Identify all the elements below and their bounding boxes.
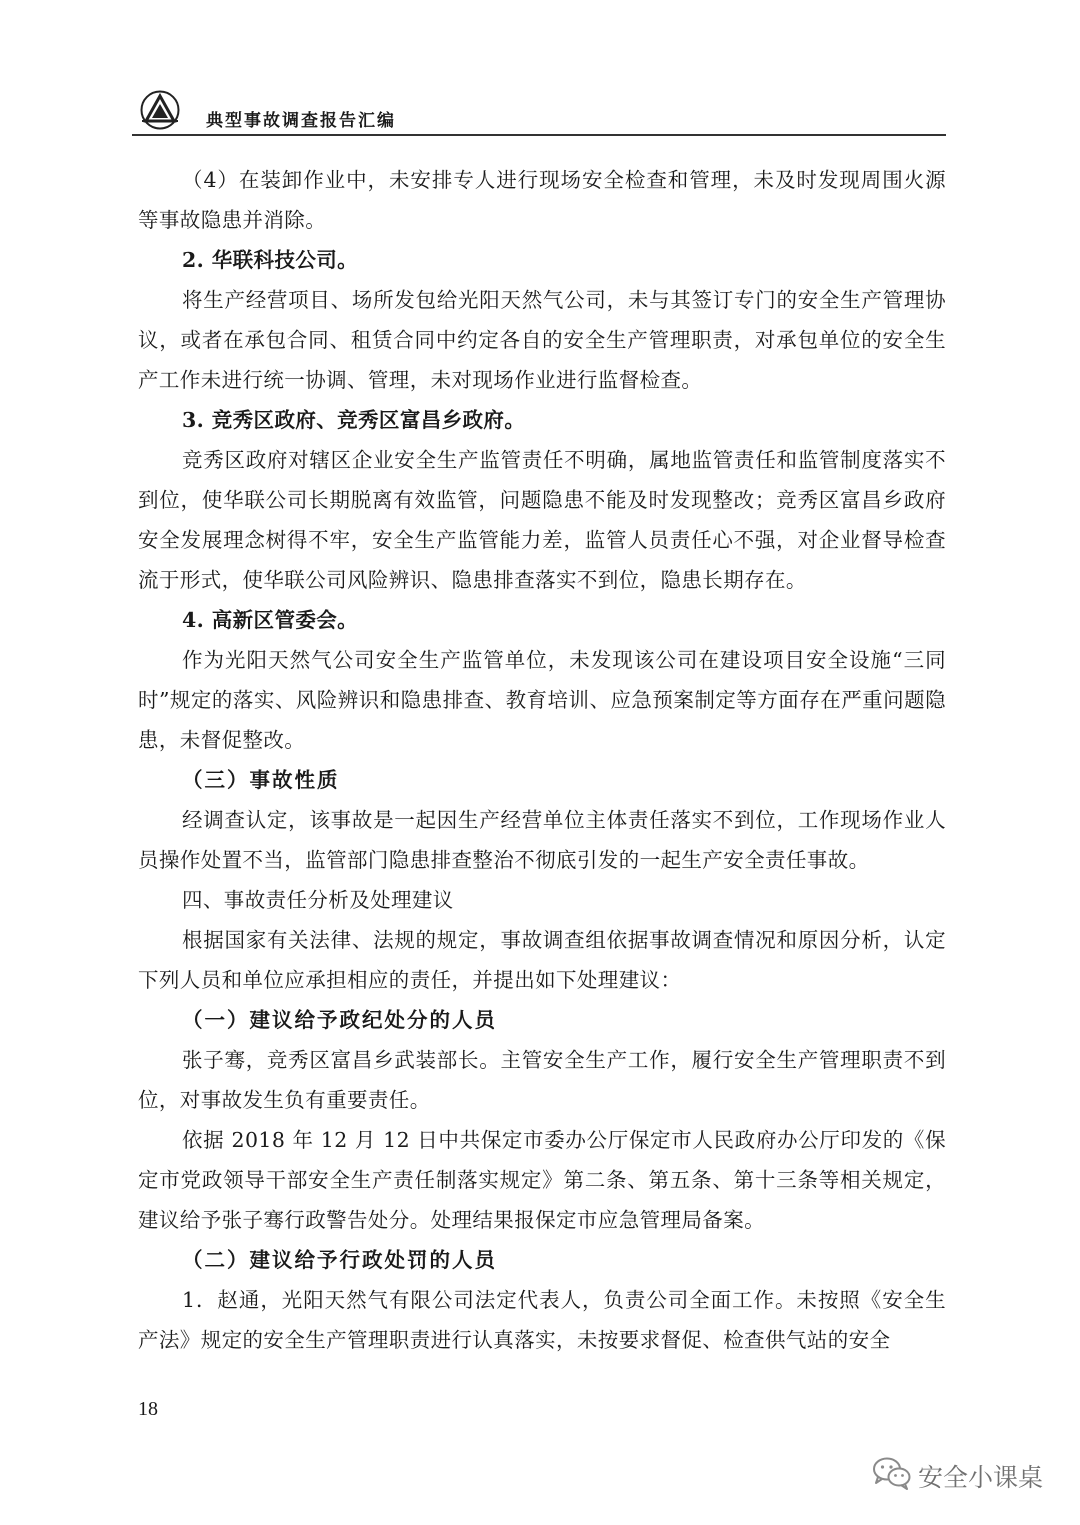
document-body bbox=[138, 160, 946, 1360]
chapter-heading-responsibility: 四、事故责任分析及处理建议 bbox=[182, 888, 454, 912]
paragraph-hualian: 将生产经营项目、场所发包给光阳天然气公司，未与其签订专门的安全生产管理协议，或者在承包合同、租赁合同中约定各自的安全生产管理职责，对承包单位的安全生产工作未进行统一协调、管理，未对现场作业进行监督检查。 bbox=[138, 288, 946, 392]
page-number: 18 bbox=[138, 1398, 158, 1420]
wechat-icon bbox=[872, 1456, 912, 1490]
section-heading-accident-nature: （三）事故性质 bbox=[182, 768, 340, 792]
paragraph-zhao-tong: 1．赵通，光阳天然气有限公司法定代表人，负责公司全面工作。未按照《安全生产法》规定的安全生产管理职责进行认真落实，未按要求督促、检查供气站的安全 bbox=[138, 1288, 946, 1352]
section-heading-administrative: （二）建议给予行政处罚的人员 bbox=[182, 1248, 497, 1272]
section-heading-jingxiu: 3. 竞秀区政府、竞秀区富昌乡政府。 bbox=[182, 408, 526, 432]
paragraph-legal-basis: 依据 2018 年 12 月 12 日中共保定市委办公厅保定市人民政府办公厅印发的《保定市党政领导干部安全生产责任制落实规定》第二条、第五条、第十三条等相关规定，建议给予张子骞行政警告处分。处理结果报保定市应急管理局备案。 bbox=[138, 1128, 946, 1232]
section-heading-hualian: 2. 华联科技公司。 bbox=[182, 248, 359, 272]
paragraph-gaoxin: 作为光阳天然气公司安全生产监管单位，未发现该公司在建设项目安全设施“三同时”规定的落实、风险辨识和隐患排查、教育培训、应急预案制定等方面存在严重问题隐患，未督促整改。 bbox=[138, 648, 946, 752]
section-heading-disciplinary: （一）建议给予政纪处分的人员 bbox=[182, 1008, 497, 1032]
paragraph-responsibility-intro: 根据国家有关法律、法规的规定，事故调查组依据事故调查情况和原因分析，认定下列人员和单位应承担相应的责任，并提出如下处理建议： bbox=[138, 928, 946, 992]
paragraph-zhang-ziqian: 张子骞，竞秀区富昌乡武装部长。主管安全生产工作，履行安全生产管理职责不到位，对事故发生负有重要责任。 bbox=[138, 1048, 946, 1112]
paragraph-jingxiu: 竞秀区政府对辖区企业安全生产监管责任不明确，属地监管责任和监管制度落实不到位，使华联公司长期脱离有效监管，问题隐患不能及时发现整改；竞秀区富昌乡政府安全发展理念树得不牢，安全生产监管能力差，监管人员责任心不强，对企业督导检查流于形式，使华联公司风险辨识、隐患排查落实不到位，隐患长期存在。 bbox=[138, 448, 946, 592]
triangle-emblem-icon bbox=[138, 90, 182, 130]
section-heading-gaoxin: 4. 高新区管委会。 bbox=[182, 608, 359, 632]
paragraph-accident-nature: 经调查认定，该事故是一起因生产经营单位主体责任落实不到位，工作现场作业人员操作处置不当，监管部门隐患排查整治不彻底引发的一起生产安全责任事故。 bbox=[138, 808, 946, 872]
paragraph-item-4: （4）在装卸作业中，未安排专人进行现场安全检查和管理，未及时发现周围火源等事故隐患并消除。 bbox=[138, 168, 946, 232]
page-header bbox=[132, 84, 946, 136]
watermark-text: 安全小课桌 bbox=[918, 1463, 1044, 1492]
header-divider bbox=[132, 134, 946, 136]
header-title: 典型事故调查报告汇编 bbox=[206, 111, 396, 131]
